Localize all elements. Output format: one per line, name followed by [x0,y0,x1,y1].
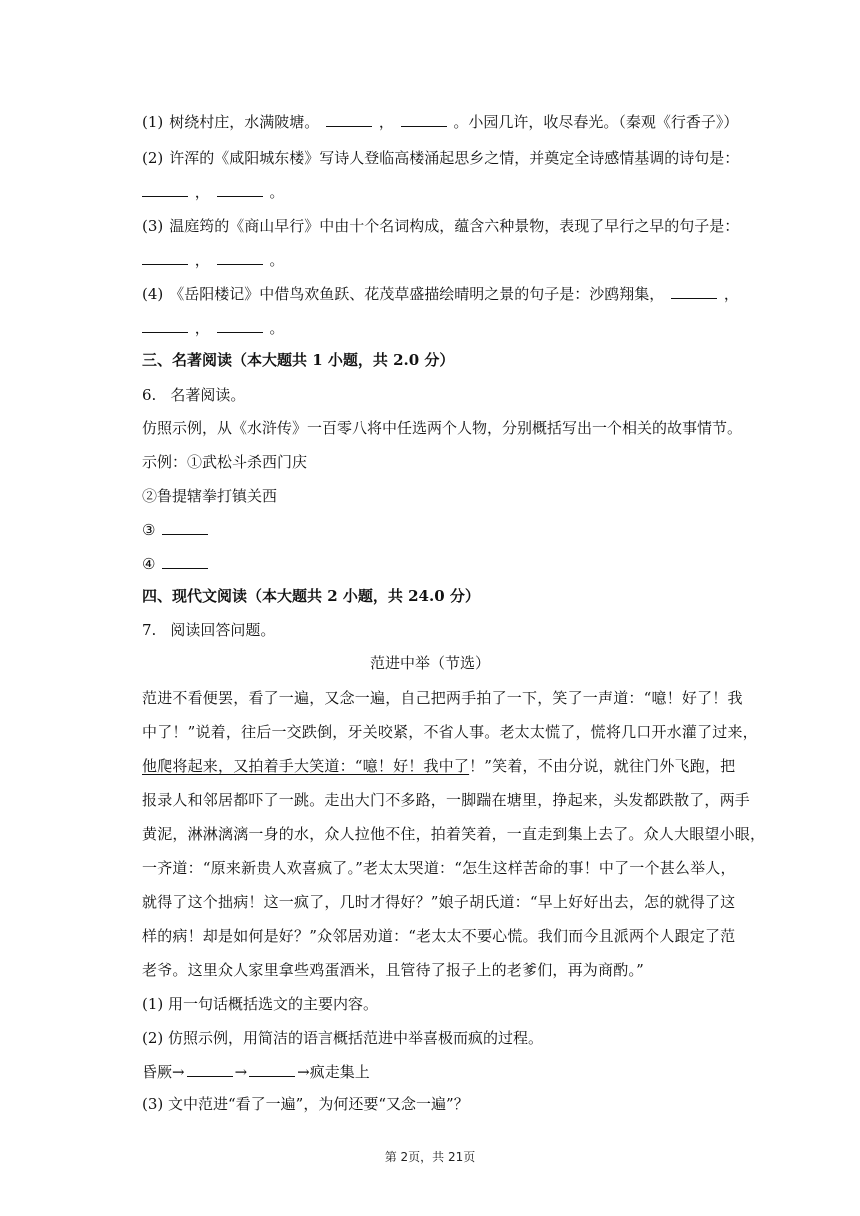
item-marker: ③ [142,521,156,539]
separator: ， [378,113,394,131]
passage-line: 老爷。这里众人家里拿些鸡蛋酒米，且管待了报子上的老爹们，再为商酌。” [142,961,644,979]
sub-question-2: (2) 仿照示例，用简洁的语言概括范进中举喜极而疯的过程。 [142,1029,544,1047]
answer-blank[interactable] [217,182,263,197]
question-number: 7. [142,621,157,639]
q5-item-1 [142,112,738,132]
answer-blank[interactable] [249,1062,295,1077]
q5-item-3 [142,216,739,236]
page-footer: 第 2页，共 21页 [384,1150,476,1164]
separator: ， [723,285,739,303]
item-text: 许浑的《咸阳城东楼》写诗人登临高楼涌起思乡之情，并奠定全诗感情基调的诗句是： [169,149,740,167]
separator: ， [194,319,210,337]
passage-line: 黄泥，淋淋漓漓一身的水，众人拉他不住，拍着笑着，一直走到集上去了。众人大眼望小眼， [142,825,766,843]
passage-line: 样的病！却是如何是好？”众邻居劝道：“老太太不要心慌。我们而今且派两个人跟定了范 [142,927,736,945]
separator: ， [194,183,210,201]
sub-question-1: (1) 用一句话概括选文的主要内容。 [142,995,379,1013]
item-text: 温庭筠的《商山早行》中由十个名词构成，蕴含六种景物，表现了早行之早的句子是： [169,217,740,235]
underlined-sentence: 他爬将起来，又拍着手大笑道：“噫！好！我中了 [142,757,470,775]
passage-title: 范进中举（节选） [369,654,490,672]
q5-item-4 [142,284,739,304]
item-text-end: 。小园几许，收尽春光。（秦观《行香子》） [453,113,739,131]
period: 。 [269,251,285,269]
q5-item-2-blanks [142,182,284,202]
passage-line: 范进不看便罢，看了一遍，又念一遍，自己把两手拍了一下，笑了一声道：“噫！好了！我 [142,689,743,707]
answer-blank[interactable] [142,318,188,333]
q5-item-2 [142,148,739,168]
question-title: 名著阅读。 [170,386,246,404]
item-number: (2) [142,149,164,167]
item-text: 树绕村庄，水满陂塘。 [169,113,320,131]
answer-item-3 [142,520,210,540]
item-number: (1) [142,113,164,131]
passage-line: 中了！”说着，往后一交跌倒，牙关咬紧，不省人事。老太太慌了，慌将几口开水灌了过来， [142,723,758,741]
section-heading: 三、名著阅读（本大题共 1 小题，共 2.0 分） [142,351,455,369]
separator: ， [194,251,210,269]
item-text: 《岳阳楼记》中借鸟欢鱼跃、花茂草盛描绘晴明之景的句子是：沙鸥翔集， [169,285,665,303]
section-heading: 四、现代文阅读（本大题共 2 小题，共 24.0 分） [142,587,480,605]
passage-text: ！”笑着，不由分说，就往门外飞跑，把 [469,757,736,775]
sub-question-3: (3) 文中范进“看了一遍”，为何还要“又念一遍”？ [142,1095,469,1113]
item-number: (3) [142,217,164,235]
item-marker: ④ [142,555,156,573]
answer-blank[interactable] [162,554,208,569]
period: 。 [269,319,285,337]
answer-blank[interactable] [187,1062,233,1077]
chain-start: 昏厥→ [142,1063,185,1081]
answer-blank[interactable] [142,182,188,197]
question-6 [142,385,245,405]
q5-item-3-blanks [142,250,284,270]
answer-blank[interactable] [326,112,372,127]
example-1: 示例：①武松斗杀西门庆 [142,453,308,471]
instruction: 仿照示例，从《水浒传》一百零八将中任选两个人物，分别概括写出一个相关的故事情节。 [142,419,743,437]
answer-blank[interactable] [401,112,447,127]
question-title: 阅读回答问题。 [170,621,276,639]
period: 。 [269,183,285,201]
q5-item-4-blanks [142,318,284,338]
passage-line [142,756,752,776]
process-chain [142,1062,370,1082]
question-7 [142,620,275,640]
passage-line: 就得了这个拙病！这一疯了，几时才得好？”娘子胡氏道：“早上好好出去，怎的就得了这 [142,893,736,911]
answer-blank[interactable] [671,284,717,299]
answer-blank[interactable] [217,250,263,265]
answer-blank[interactable] [217,318,263,333]
example-2: ②鲁提辖拳打镇关西 [142,487,278,505]
passage-line: 报录人和邻居都吓了一跳。走出大门不多路，一脚踹在塘里，挣起来，头发都跌散了，两手 [142,791,751,809]
answer-blank[interactable] [162,520,208,535]
chain-end: →疯走集上 [297,1063,370,1081]
item-number: (4) [142,285,164,303]
chain-arrow: → [234,1063,248,1081]
answer-blank[interactable] [142,250,188,265]
question-number: 6. [142,386,157,404]
answer-item-4 [142,554,210,574]
passage-line: 一齐道：“原来新贵人欢喜疯了。”老太太哭道：“怎生这样苦命的事！中了一个甚么举人， [142,859,736,877]
